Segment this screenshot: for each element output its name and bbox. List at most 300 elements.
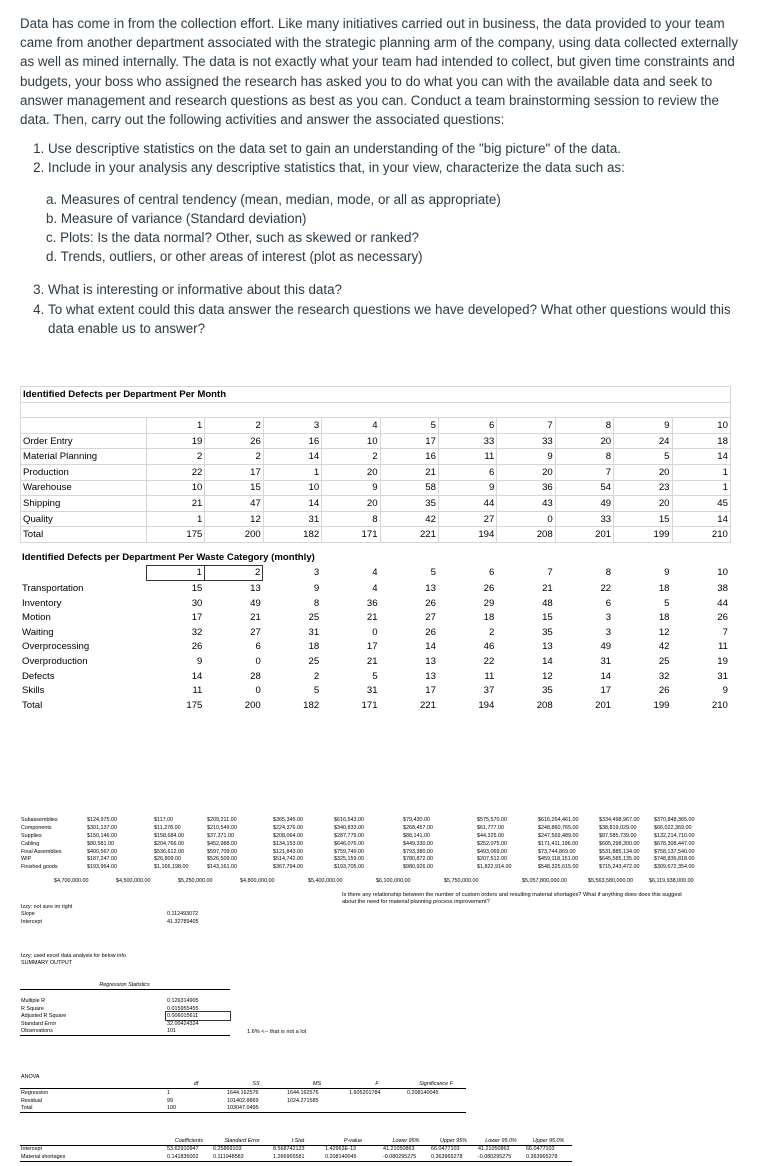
- row-label: Subassemblies: [21, 816, 58, 823]
- cell-value: 49: [600, 641, 612, 653]
- total-value: $5,563,580,000.00: [588, 878, 633, 885]
- cell-value: 29: [483, 597, 495, 609]
- slope-note: [20, 903, 226, 926]
- cell-value: 19: [717, 655, 728, 667]
- cell-value: $616,264,461.00: [538, 816, 579, 823]
- cell-value: 27: [250, 626, 261, 638]
- list-item: c. Plots: Is the data normal? Other, such as skewed or ranked?: [46, 230, 419, 246]
- cell-value: $748,836,818.00: [654, 856, 695, 863]
- cell-value: 11: [192, 685, 203, 697]
- cell-value: 221: [419, 699, 436, 711]
- cell-value: $597,709.00: [207, 848, 237, 855]
- table-row: [21, 433, 731, 449]
- table-row: [20, 848, 708, 856]
- cell-value: 14: [542, 655, 553, 667]
- cell-value: $44,325.00: [477, 832, 504, 839]
- cell-value: 1.42963E-13: [325, 1146, 356, 1153]
- row-label: Cabling: [21, 840, 40, 847]
- cell-value: 194: [478, 699, 495, 711]
- cell-value: 33: [555, 511, 613, 527]
- cell-value: [348, 1097, 406, 1105]
- r-square-comment: 1.6% <-- that is not a lot: [247, 1029, 307, 1035]
- cell-value: 103047.0495: [226, 1104, 286, 1112]
- anova-title: ANOVA: [21, 1073, 40, 1080]
- cell-value: -0.080295275: [477, 1153, 525, 1161]
- row-label: Residual: [21, 1097, 42, 1104]
- cell-value: 0: [255, 655, 261, 667]
- defects-per-month-table: [20, 386, 731, 543]
- cell-value: $646,076.00: [334, 840, 364, 847]
- cell-value: 201: [595, 699, 612, 711]
- row-label: Adjusted R Square: [21, 1013, 67, 1020]
- instructions: [20, 14, 748, 338]
- cell-value: 25: [308, 612, 320, 624]
- row-label: Defects: [22, 670, 55, 682]
- cell-value: 0: [372, 626, 378, 638]
- cell-value: 44: [438, 496, 496, 512]
- cell-value: 17: [380, 433, 438, 449]
- row-label: R Square: [21, 1005, 44, 1012]
- cell-value: 1024.271585: [287, 1097, 319, 1104]
- month-header: 1: [146, 565, 204, 581]
- cell-value: 47: [205, 496, 263, 512]
- coefficients-table: [20, 1137, 572, 1162]
- cell-value: 9: [497, 449, 555, 465]
- cell-value: 22: [147, 464, 205, 480]
- month-header: 8: [605, 567, 612, 579]
- row-label: Material shortages: [20, 1153, 166, 1161]
- table-title: Identified Defects per Department Per Waste Category (monthly): [22, 551, 315, 563]
- blank-cell: [20, 989, 230, 997]
- cell-value: 16: [380, 449, 438, 465]
- cell-value: 26: [191, 641, 203, 653]
- cell-value: $980,926.00: [403, 864, 433, 871]
- table-row: [21, 480, 731, 496]
- table-row: [20, 1089, 466, 1097]
- cell-value: 0: [497, 511, 555, 527]
- cell-value: $66,022,369.00: [654, 824, 692, 831]
- cell-value: $37,371.00: [207, 832, 234, 839]
- coef-header: Lower 95%: [382, 1137, 430, 1145]
- row-label: Overprocessing: [22, 641, 90, 653]
- cell-value: $400,567.00: [87, 848, 117, 855]
- slope-table: [20, 903, 226, 926]
- cell-value: $575,570.00: [477, 816, 507, 823]
- cell-value: $367,794.00: [273, 864, 303, 871]
- cell-value: 21: [366, 612, 378, 624]
- cell-value: $758,137,540.00: [654, 848, 695, 855]
- cell-value: $459,118,151.00: [538, 856, 579, 863]
- cell-value: $605,298,300.00: [599, 840, 640, 847]
- table-row: [21, 449, 731, 465]
- row-label: Standard Error: [21, 1020, 57, 1027]
- row-label: Total: [20, 1104, 166, 1112]
- cell-value: $493,069.00: [477, 848, 507, 855]
- cell-value: 0.015955455: [167, 1005, 199, 1012]
- cell-value: 58: [380, 480, 438, 496]
- month-header: 4: [372, 567, 378, 579]
- cell-value: $548,325,615.00: [538, 864, 579, 871]
- cell-value: $150,146.00: [87, 832, 117, 839]
- month-header: 4: [322, 418, 380, 434]
- table-row: [20, 610, 730, 625]
- cell-value: $678,308,447.00: [654, 840, 695, 847]
- regstats-header: Regression Statistics: [20, 981, 230, 989]
- coef-header: Lower 95.0%: [477, 1137, 525, 1145]
- cell-value: 0.126314905: [167, 997, 199, 1004]
- cell-value: 28: [250, 670, 261, 682]
- month-header-row: [20, 565, 730, 581]
- cell-value: 221: [380, 527, 438, 543]
- anova-header: SS: [226, 1081, 286, 1089]
- cell-value: $87,585,739.00: [599, 832, 637, 839]
- cell-value: $171,411,196.00: [538, 840, 579, 847]
- blank-row: [21, 402, 731, 418]
- cell-value: $793,380.00: [403, 848, 433, 855]
- cell-value: 21: [250, 612, 261, 624]
- cell-value: 21: [366, 655, 378, 667]
- row-label: Transportation: [22, 582, 84, 594]
- header-label: [20, 1137, 166, 1145]
- total-value: $4,500,000.00: [116, 878, 151, 885]
- title-row: [21, 387, 731, 403]
- cell-value: 10: [263, 480, 321, 496]
- cell-value: 21: [542, 582, 553, 594]
- coefficients-section: [20, 1137, 572, 1162]
- row-label: Shipping: [21, 496, 147, 512]
- question-note: Is there any relationship between the number of custom orders and resulting material shortages? What if anything does does this suggest about the need for material planning process improvement?: [342, 892, 682, 905]
- cell-value: $121,843.00: [273, 848, 303, 855]
- list-item: a. Measures of central tendency (mean, median, mode, or all as appropriate): [46, 191, 501, 207]
- cell-value: $780,872.00: [403, 856, 433, 863]
- cell-value: 6: [255, 641, 261, 653]
- cell-value: 182: [303, 699, 320, 711]
- cell-value: $247,569,489.00: [538, 832, 579, 839]
- cell-value: 2: [313, 670, 320, 682]
- cell-value: $645,585,135.00: [599, 856, 640, 863]
- cell-value: 54: [555, 480, 613, 496]
- cell-value: 32: [658, 670, 670, 682]
- cell-value: 208: [536, 699, 553, 711]
- cell-value: 175: [186, 699, 203, 711]
- cell-value: 171: [361, 699, 378, 711]
- cell-value: 5: [664, 597, 670, 609]
- cell-value: 20: [614, 496, 672, 512]
- cell-value: 0: [255, 685, 261, 697]
- row-label: Inventory: [22, 597, 62, 609]
- table-row: [20, 824, 708, 832]
- cell-value: 2: [489, 626, 495, 638]
- cell-value: 35: [380, 496, 438, 512]
- table-row: [20, 1145, 572, 1153]
- cell-value: 0.363965278: [525, 1153, 572, 1161]
- row-label: Quality: [21, 511, 147, 527]
- cell-value: 9: [197, 655, 203, 667]
- table-row: [21, 496, 731, 512]
- cell-value: 5: [614, 449, 672, 465]
- cell-value: 7: [555, 464, 613, 480]
- row-label: Skills: [22, 685, 45, 697]
- cell-value: 31: [263, 511, 321, 527]
- cell-value: $124,975.00: [87, 816, 117, 823]
- cell-value: 1: [147, 511, 205, 527]
- total-value: $6,100,000.00: [376, 878, 411, 885]
- cell-value: 20: [322, 464, 380, 480]
- cell-value: $210,549.00: [207, 824, 237, 831]
- cell-value: 20: [614, 464, 672, 480]
- cell-value: 175: [147, 527, 205, 543]
- cell-value: 11: [717, 641, 728, 653]
- cell-value: 18: [483, 612, 495, 624]
- cell-value: 42: [380, 511, 438, 527]
- cell-value: 1.266965581: [272, 1153, 324, 1161]
- month-header-row: [21, 418, 731, 434]
- cell-value: 31: [600, 655, 612, 667]
- regression-statistics-section: [20, 981, 230, 1036]
- cell-value: 99: [167, 1097, 173, 1104]
- cell-value: 6.25869103: [213, 1146, 242, 1153]
- cell-value: 199: [614, 527, 672, 543]
- total-value: $5,057,800,000.00: [522, 878, 567, 885]
- anova-header: MS: [286, 1081, 348, 1089]
- cell-value: 14: [600, 670, 612, 682]
- cell-value: $309,672,354.00: [654, 864, 695, 871]
- header-label: [20, 1081, 166, 1089]
- list-item: d. Trends, outliers, or other areas of interest (plot as necessary): [46, 249, 423, 265]
- row-label: Motion: [22, 612, 51, 624]
- cell-value: 14: [191, 670, 203, 682]
- cell-value: $208,064.00: [273, 832, 303, 839]
- defects-per-month-section: [20, 386, 731, 543]
- cell-value: 45: [672, 496, 730, 512]
- month-header: 6: [438, 418, 496, 434]
- cell-value: 1: [672, 480, 730, 496]
- cell-value: $514,742.00: [273, 856, 303, 863]
- cell-value: 201: [555, 527, 613, 543]
- cell-value: $80,581.00: [87, 840, 114, 847]
- cell-value: 18: [658, 582, 670, 594]
- cell-value: 26: [425, 597, 436, 609]
- row-label: Multiple R: [21, 997, 45, 1004]
- cell-value: 35: [542, 626, 553, 638]
- month-header: 7: [547, 567, 553, 579]
- row-label: Supplies: [21, 832, 42, 839]
- cell-value: 66.0477103: [526, 1146, 555, 1153]
- anova-header: df: [166, 1081, 226, 1089]
- table-row: [21, 464, 731, 480]
- cell-value: 8.568742123: [273, 1146, 305, 1153]
- cell-value: $61,777.00: [477, 824, 504, 831]
- cell-value: $11,278.00: [154, 824, 181, 831]
- cell-value: 30: [191, 597, 203, 609]
- cell-value: 17: [191, 612, 203, 624]
- coef-header: t Stat: [272, 1137, 324, 1145]
- title-row: [20, 550, 730, 565]
- cell-value: 37: [483, 685, 495, 697]
- cell-value: 27: [438, 511, 496, 527]
- table-row: [20, 683, 730, 698]
- cell-value: 32: [191, 626, 203, 638]
- table-row: [20, 832, 708, 840]
- cell-value: 25: [308, 655, 320, 667]
- cell-value: 11: [438, 449, 496, 465]
- intercept-label: Intercept: [21, 918, 42, 925]
- table-row: [20, 1097, 466, 1105]
- cell-value: 13: [250, 582, 261, 594]
- cell-value: 17: [366, 641, 378, 653]
- month-header: 10: [717, 567, 728, 579]
- cell-value: 43: [497, 496, 555, 512]
- cell-value: 18: [672, 433, 730, 449]
- row-label: Observations: [20, 1028, 166, 1036]
- table-row: [20, 581, 730, 596]
- cell-value: $526,509.00: [207, 856, 237, 863]
- defects-per-waste-table: [20, 550, 730, 713]
- table-row: [20, 625, 730, 640]
- cell-value: 14: [672, 449, 730, 465]
- cell-value: 9: [722, 685, 728, 697]
- cell-value: 27: [425, 612, 436, 624]
- cell-value: $365,345.00: [273, 816, 303, 823]
- cell-value: 194: [438, 527, 496, 543]
- cell-value: 41.21050863: [383, 1146, 415, 1153]
- cell-value: 26: [717, 612, 728, 624]
- cell-value: 20: [322, 496, 380, 512]
- cell-value: 12: [542, 670, 553, 682]
- cell-value: 15: [191, 582, 203, 594]
- cell-value: $88,141.00: [403, 832, 430, 839]
- coef-header: Upper 95.0%: [525, 1137, 572, 1145]
- table-row: [20, 1005, 230, 1013]
- cell-value: 13: [425, 670, 436, 682]
- cell-value: 24: [614, 433, 672, 449]
- table-row: [20, 596, 730, 611]
- cell-value: $1,822,914.00: [477, 864, 512, 871]
- coef-header: Coefficients: [166, 1137, 212, 1145]
- cell-value: 171: [322, 527, 380, 543]
- activity-list-1: [20, 139, 748, 177]
- cell-value: 16: [263, 433, 321, 449]
- table-row: [20, 1012, 230, 1020]
- total-value: $4,700,000.00: [54, 878, 89, 885]
- month-header: 2: [204, 565, 262, 581]
- blank-row: [20, 989, 230, 997]
- cell-value: 210: [711, 699, 728, 711]
- coef-header: Upper 95%: [430, 1137, 477, 1145]
- cell-value: $26,809.00: [154, 856, 181, 863]
- cell-value: $38,819,029.00: [599, 824, 637, 831]
- cell-value: 199: [653, 699, 670, 711]
- cell-value: 41.21050863: [478, 1146, 510, 1153]
- table-row: [20, 840, 708, 848]
- table-row: [20, 654, 730, 669]
- cell-value: 21: [380, 464, 438, 480]
- cell-value: [406, 1104, 466, 1112]
- row-label: Overproduction: [22, 655, 88, 667]
- cell-value: $252,075.00: [477, 840, 507, 847]
- cell-value: 3: [605, 612, 612, 624]
- cell-value: 1644.162576: [227, 1089, 259, 1096]
- coef-header-row: [20, 1137, 572, 1145]
- totals-row: [20, 877, 708, 885]
- table-row: [20, 640, 730, 655]
- cell-value: 14: [425, 641, 436, 653]
- cell-value: 200: [205, 527, 263, 543]
- month-header: 9: [664, 567, 670, 579]
- analysis-sublist: [20, 190, 748, 267]
- cell-value: $340,833.00: [334, 824, 364, 831]
- cell-value: 14: [263, 496, 321, 512]
- total-value: $5,400,000.00: [308, 878, 343, 885]
- intro-paragraph: Data has come in from the collection effort. Like many initiatives carried out in business, the data provided to your team came from another department associated with the strategic planning arm of the company, using data collected externally as well as mined internally. The data is not exactly what your team had intended to collect, but given time constraints and budgets, your boss who assigned the research has asked you to do what you can with the available data and seek to answer management and research questions as best as you can. Conduct a team brainstorming session to review the data. Then, carry out the following activities and answer the associated questions:: [20, 16, 739, 128]
- slope-label: Slope: [21, 911, 35, 918]
- list-item: b. Measure of variance (Standard deviation): [46, 210, 307, 226]
- cell-value: 31: [366, 685, 378, 697]
- regression-statistics-table: [20, 981, 230, 1036]
- spacer: [20, 877, 53, 885]
- cell-value: $536,612.00: [154, 848, 184, 855]
- cell-value: 8: [555, 449, 613, 465]
- list-item: 3. What is interesting or informative about this data?: [48, 280, 748, 299]
- month-header: 3: [263, 418, 321, 434]
- cell-value: $325,159.00: [334, 856, 364, 863]
- cell-value: 17: [425, 685, 436, 697]
- cell-value: $616,543.00: [334, 816, 364, 823]
- cell-value: 33: [497, 433, 555, 449]
- cell-value: 9: [313, 582, 320, 594]
- cell-value: 9: [322, 480, 380, 496]
- note-title: Izzy: not sure im right: [21, 903, 73, 910]
- cell-value: 26: [483, 582, 495, 594]
- cell-value: 101: [166, 1028, 230, 1036]
- cost-section: [20, 816, 708, 885]
- cell-value: $158,684.00: [154, 832, 184, 839]
- total-value: $5,250,000.00: [178, 878, 213, 885]
- defects-per-waste-section: [20, 550, 730, 713]
- cell-value: 66.0477103: [431, 1146, 460, 1153]
- cell-value: 25: [658, 655, 670, 667]
- cell-value: 5: [313, 685, 320, 697]
- cell-value: 10: [147, 480, 205, 496]
- cell-value: 1: [672, 464, 730, 480]
- cell-value: [406, 1097, 466, 1105]
- cell-value: 13: [425, 655, 436, 667]
- row-label: Total: [22, 699, 43, 711]
- cell-value: 208: [497, 527, 555, 543]
- cell-value: 49: [555, 496, 613, 512]
- cell-value: 49: [250, 597, 261, 609]
- cell-value: $1,166,198.00: [154, 864, 189, 871]
- cell-value: 20: [497, 464, 555, 480]
- row-label: Material Planning: [21, 449, 147, 465]
- cell-value: $334,498,967.00: [599, 816, 640, 823]
- cell-value: 22: [483, 655, 495, 667]
- cell-value: 6: [438, 464, 496, 480]
- cell-value: [286, 1104, 348, 1112]
- activity-list-2: [20, 280, 748, 338]
- anova-table: [20, 1073, 466, 1113]
- row-label: Production: [21, 464, 147, 480]
- cell-value: 32.00424324: [167, 1020, 199, 1027]
- cell-value: 26: [658, 685, 670, 697]
- table-title: Identified Defects per Department Per Month: [21, 387, 731, 403]
- cell-value: 14: [263, 449, 321, 465]
- row-label: Warehouse: [21, 480, 147, 496]
- month-header: 10: [672, 418, 730, 434]
- cell-value: 15: [542, 612, 553, 624]
- cell-value: 8: [313, 597, 320, 609]
- row-label: Finished goods: [21, 864, 58, 871]
